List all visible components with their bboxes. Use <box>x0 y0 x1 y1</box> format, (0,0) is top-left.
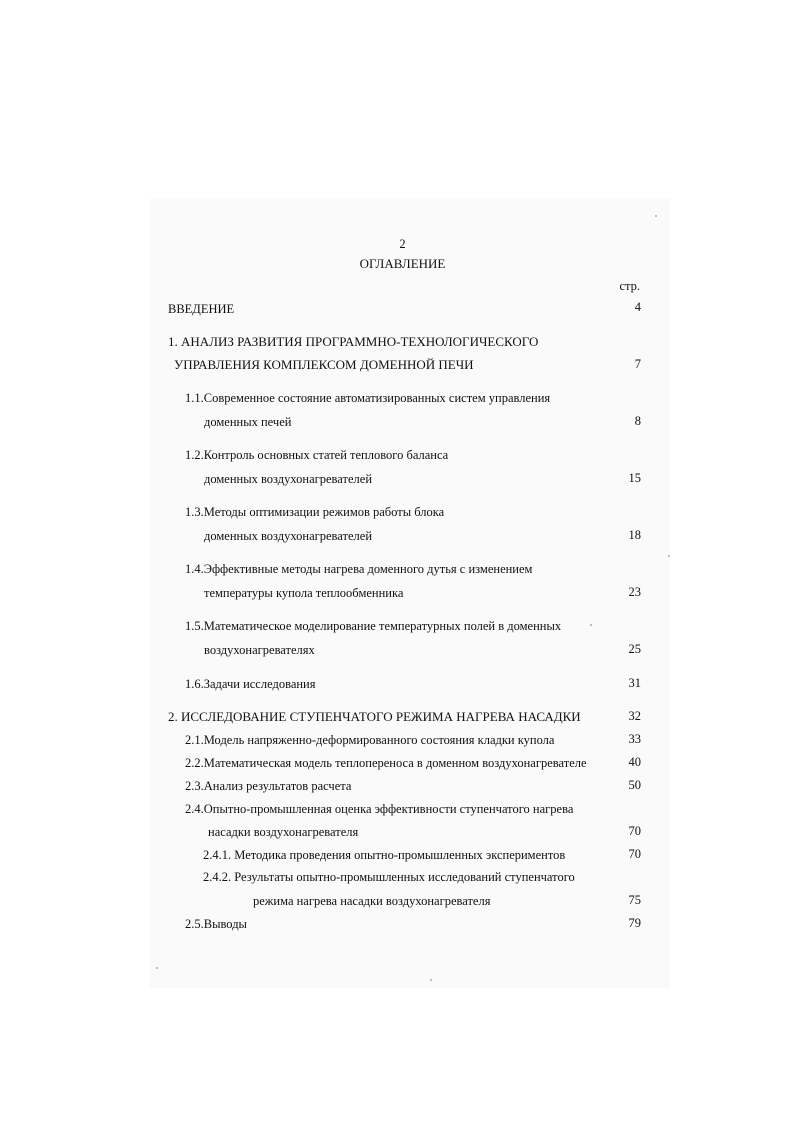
toc-subsection-2-4-2-line-2: режима нагрева насадки воздухонагревателя <box>253 894 491 908</box>
toc-chapter-1-line-1: 1. АНАЛИЗ РАЗВИТИЯ ПРОГРАММНО-ТЕХНОЛОГИЧЕСКОГО <box>168 334 539 349</box>
toc-page-section-1-4: 23 <box>628 585 641 599</box>
toc-subsection-2-4-1: 2.4.1. Методика проведения опытно-промышленных экспериментов <box>203 848 566 862</box>
toc-section-1-1-line-2: доменных печей <box>204 415 292 429</box>
toc-page-section-2-5: 79 <box>628 916 641 930</box>
toc-page-intro: 4 <box>634 300 641 314</box>
scan-speck <box>590 624 592 626</box>
scan-speck <box>430 979 432 981</box>
toc-section-2-1: 2.1.Модель напряженно-деформированного состояния кладки купола <box>185 733 555 747</box>
toc-page-chapter-1: 7 <box>634 357 641 371</box>
toc-section-2-4-line-1: 2.4.Опытно-промышленная оценка эффективности ступенчатого нагрева <box>185 802 574 816</box>
toc-chapter-1-line-2: УПРАВЛЕНИЯ КОМПЛЕКСОМ ДОМЕННОЙ ПЕЧИ <box>174 357 474 372</box>
toc-page-section-2-4: 70 <box>628 824 641 838</box>
scan-speck <box>668 555 670 557</box>
toc-subsection-2-4-2-line-1: 2.4.2. Результаты опытно-промышленных исследований ступенчатого <box>203 870 575 884</box>
toc-section-1-5-line-1: 1.5.Математическое моделирование температурных полей в доменных <box>185 619 562 633</box>
toc-section-1-5-line-2: воздухонагревателях <box>204 643 315 657</box>
toc-page-chapter-2: 32 <box>628 709 641 723</box>
toc-section-1-2-line-2: доменных воздухонагревателей <box>204 472 373 486</box>
toc-page-subsection-2-4-2: 75 <box>628 893 641 907</box>
toc-section-1-3-line-2: доменных воздухонагревателей <box>204 529 373 543</box>
toc-page-section-1-1: 8 <box>634 414 641 428</box>
toc-title: ОГЛАВЛЕНИЕ <box>359 256 446 271</box>
scan-speck <box>655 215 657 217</box>
toc-section-1-6: 1.6.Задачи исследования <box>185 677 316 691</box>
scan-speck <box>156 967 158 969</box>
toc-section-2-5: 2.5.Выводы <box>185 917 247 931</box>
toc-page-section-1-6: 31 <box>628 676 641 690</box>
toc-page-subsection-2-4-1: 70 <box>628 847 641 861</box>
toc-chapter-2: 2. ИССЛЕДОВАНИЕ СТУПЕНЧАТОГО РЕЖИМА НАГРЕВА НАСАДКИ <box>168 709 581 724</box>
toc-section-1-3-line-1: 1.3.Методы оптимизации режимов работы блока <box>185 505 445 519</box>
toc-page-section-1-2: 15 <box>628 471 641 485</box>
toc-section-1-4-line-2: температуры купола теплообменника <box>204 586 404 600</box>
toc-section-2-3: 2.3.Анализ результатов расчета <box>185 779 352 793</box>
toc-section-1-4-line-1: 1.4.Эффективные методы нагрева доменного дутья с изменением <box>185 562 533 576</box>
toc-entry-intro: ВВЕДЕНИЕ <box>168 302 235 316</box>
toc-page-section-2-1: 33 <box>628 732 641 746</box>
toc-section-1-2-line-1: 1.2.Контроль основных статей теплового баланса <box>185 448 449 462</box>
page-number: 2 <box>399 237 406 251</box>
toc-page-section-2-3: 50 <box>628 778 641 792</box>
toc-section-2-2: 2.2.Математическая модель теплопереноса в доменном воздухонагревателе <box>185 756 587 770</box>
toc-page-section-2-2: 40 <box>628 755 641 769</box>
toc-section-2-4-line-2: насадки воздухонагревателя <box>208 825 359 839</box>
page-column-label: стр. <box>619 279 640 293</box>
toc-page-section-1-3: 18 <box>628 528 641 542</box>
toc-page-section-1-5: 25 <box>628 642 641 656</box>
toc-section-1-1-line-1: 1.1.Современное состояние автоматизированных систем управления <box>185 391 551 405</box>
